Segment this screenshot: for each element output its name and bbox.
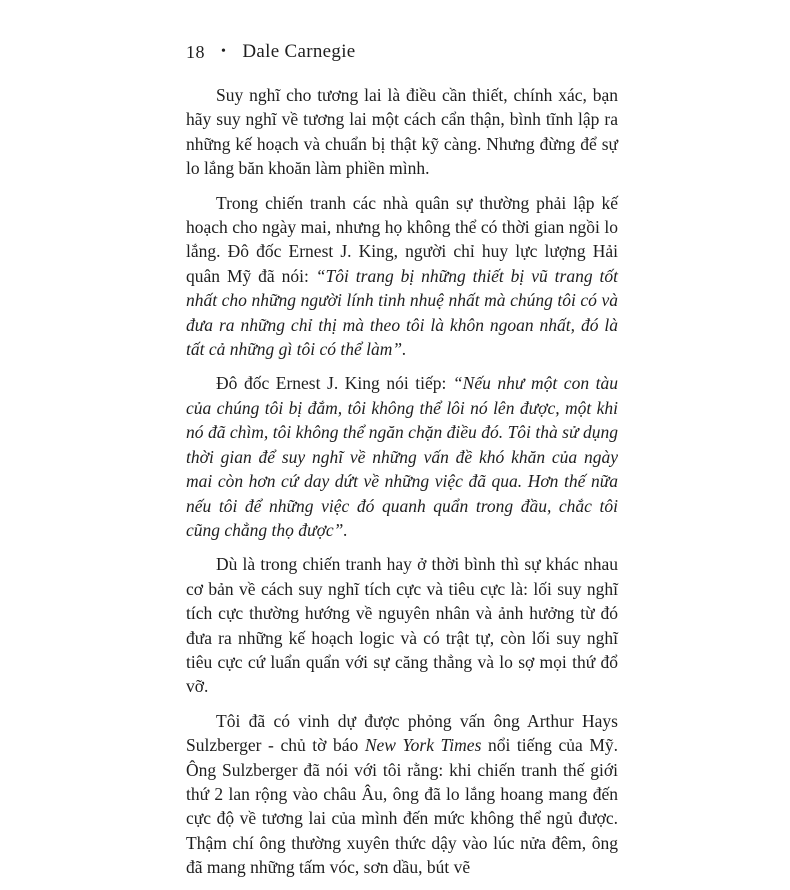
author-name: Dale Carnegie [242, 41, 356, 62]
paragraph-1 [186, 83, 618, 181]
running-head [186, 38, 356, 66]
paragraph-3-text: Đô đốc Ernest J. King nói tiếp: [216, 373, 447, 394]
paragraph-4-text: Dù là trong chiến tranh hay ở thời bình thì sự khác nhau cơ bản về cách suy nghĩ tích cực và tiêu cực là: lối suy nghĩ tích cực thường hướng về nguyên nhân và ảnh hưởng từ đó đưa ra những kế hoạch logic và có trật tự, còn lối suy nghĩ tiêu cực cứ luẩn quẩn với sự căng thẳng và lo sợ mọi thứ đổ vỡ. [186, 554, 618, 697]
paragraph-2-quote: “Tôi trang bị những thiết bị vũ trang tốt nhất cho những người lính tinh nhuệ nhất mà chúng tôi có và đưa ra những chỉ thị mà theo tôi là khôn ngoan nhất, đó là tất cả những gì tôi có thể làm”. [186, 265, 618, 360]
paragraph-5-text-before: Tôi đã có vinh dự được phỏng vấn ông Arthur Hays Sulzberger - chủ tờ báo [186, 710, 618, 756]
paragraph-1-text: Suy nghĩ cho tương lai là điều cần thiết, chính xác, bạn hãy suy nghĩ về tương lai một cách cẩn thận, bình tĩnh lập ra những kế hoạch và chuẩn bị thật kỹ càng. Nhưng đừng để sự lo lắng băn khoăn làm phiền mình. [186, 85, 618, 179]
paragraph-4 [186, 552, 618, 698]
paragraph-5 [186, 709, 618, 880]
body-text [186, 83, 618, 890]
paragraph-2-text: Trong chiến tranh các nhà quân sự thường phải lập kế hoạch cho ngày mai, nhưng họ không thể có thời gian ngồi lo lắng. Đô đốc Ernest J. King, người chỉ huy lực lượng Hải quân Mỹ đã nói: [186, 192, 618, 286]
separator-bullet: • [221, 44, 227, 59]
paragraph-3-quote: “Nếu như một con tàu của chúng tôi bị đắm, tôi không thể lôi nó lên được, một khi nó đã chìm, tôi không thể ngăn chặn điều đó. Tôi thà sử dụng thời gian để suy nghĩ về những vấn đề khó khăn của ngày mai còn hơn cứ day dứt về những việc đã qua. Hơn thế nữa nếu tôi để những việc đó quanh quẩn trong đầu, chắc tôi cũng chẳng thọ được”. [186, 373, 618, 540]
paragraph-2 [186, 191, 618, 362]
page-number: 18 [186, 41, 205, 62]
newspaper-title: New York Times [364, 735, 482, 756]
paragraph-5-text-after: nổi tiếng của Mỹ. Ông Sulzberger đã nói với tôi rằng: khi chiến tranh thế giới thứ 2 lan rộng vào châu Âu, ông đã lo lắng hoang mang đến cực độ về tương lai của mình đến mức không thể ngủ được. Thậm chí ông thường xuyên thức dậy vào lúc nửa đêm, ông đã mang những tấm vóc, sơn dầu, bút vẽ [186, 735, 618, 878]
paragraph-3 [186, 371, 618, 542]
